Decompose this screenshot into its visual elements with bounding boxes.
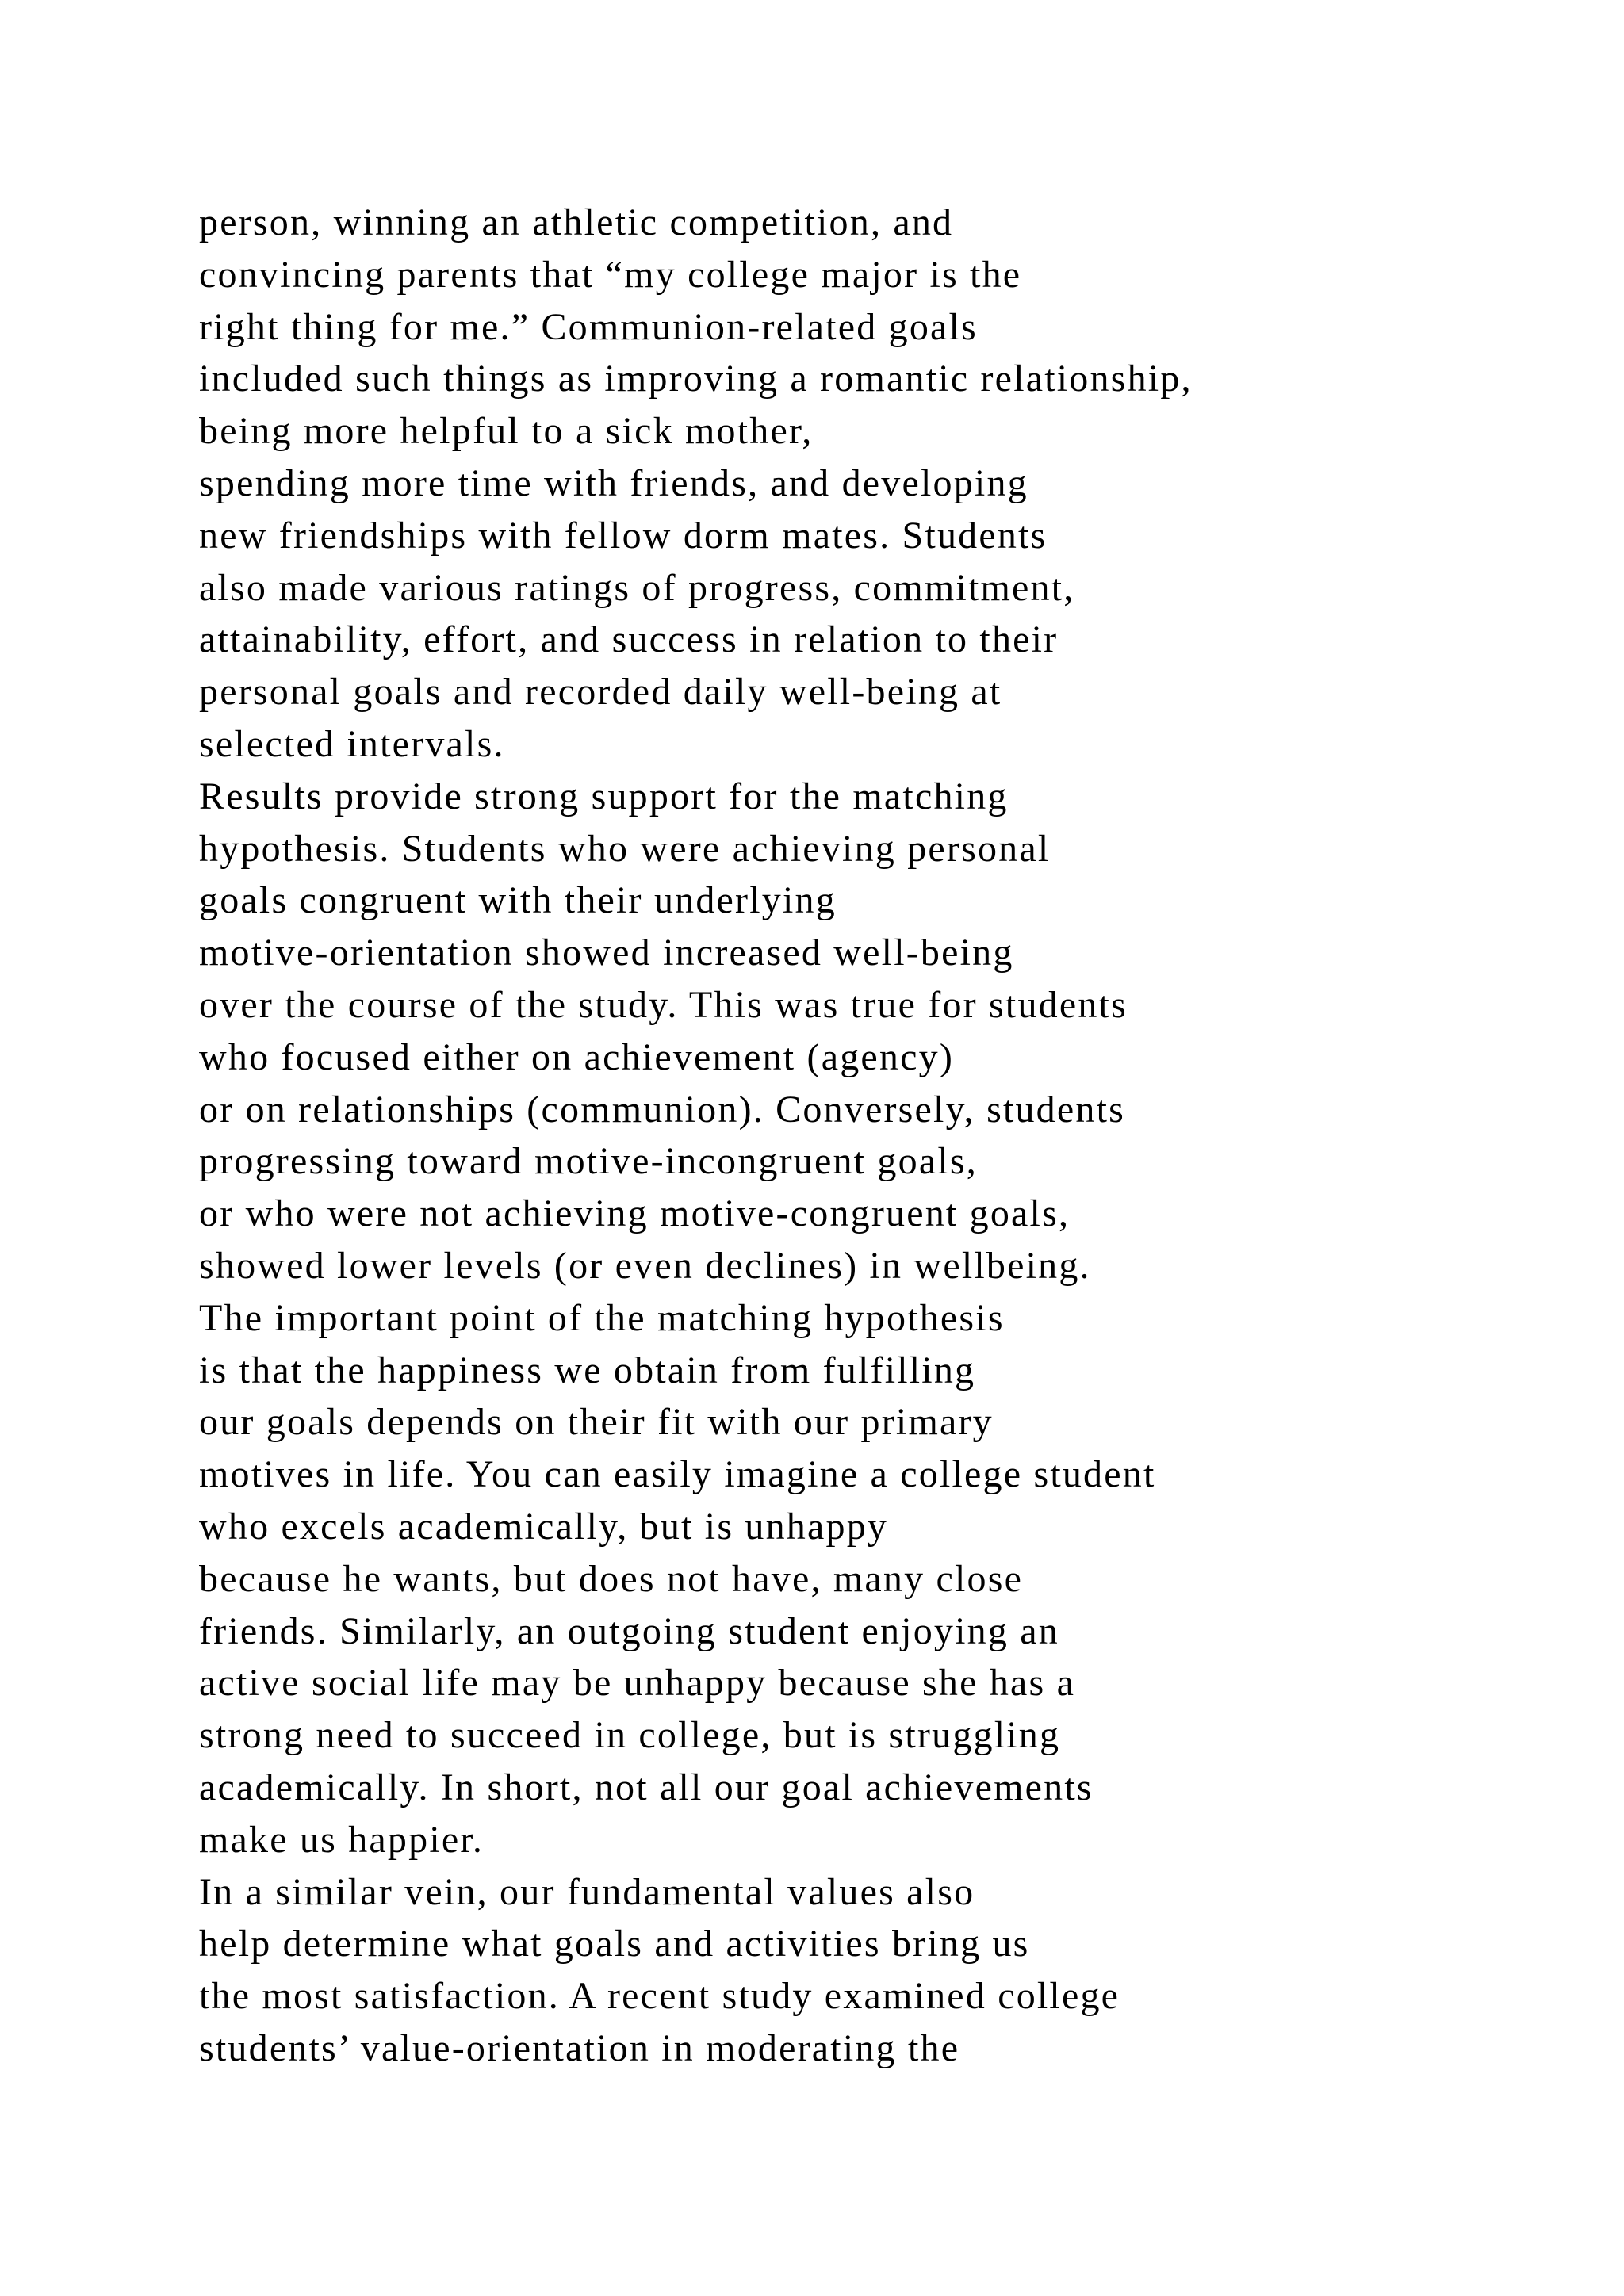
text-line: help determine what goals and activities bring us: [199, 1923, 1030, 1965]
text-line: personal goals and recorded daily well-being at: [199, 671, 1002, 714]
text-line: person, winning an athletic competition, and: [199, 201, 954, 243]
text-line: convincing parents that “my college major is the: [199, 253, 1022, 296]
text-line: academically. In short, not all our goal achievements: [199, 1766, 1094, 1808]
text-line: attainability, effort, and success in relation to their: [199, 618, 1059, 661]
text-line: progressing toward motive-incongruent goals,: [199, 1140, 978, 1183]
text-line: strong need to succeed in college, but is struggling: [199, 1714, 1061, 1757]
text-line: who focused either on achievement (agency): [199, 1035, 955, 1078]
text-line: selected intervals.: [199, 722, 505, 765]
text-line: is that the happiness we obtain from fulfilling: [199, 1349, 976, 1391]
text-line: or on relationships (communion). Conversely, students: [199, 1088, 1126, 1131]
text-line: spending more time with friends, and developing: [199, 461, 1028, 504]
text-line: In a similar vein, our fundamental values also: [199, 1870, 975, 1913]
body-text: [199, 197, 1595, 2075]
text-line: being more helpful to a sick mother,: [199, 410, 814, 453]
text-line: active social life may be unhappy because she has a: [199, 1662, 1076, 1705]
text-line: motive-orientation showed increased well-being: [199, 932, 1014, 974]
text-line: over the course of the study. This was true for students: [199, 983, 1128, 1026]
text-line: right thing for me.” Communion-related goals: [199, 305, 978, 348]
text-line: or who were not achieving motive-congruent goals,: [199, 1192, 1071, 1235]
text-line: the most satisfaction. A recent study examined college: [199, 1975, 1120, 2018]
text-line: included such things as improving a romantic relationship,: [199, 358, 1193, 400]
text-line: motives in life. You can easily imagine a college student: [199, 1453, 1156, 1496]
text-line: The important point of the matching hypothesis: [199, 1296, 1005, 1339]
text-line: goals congruent with their underlying: [199, 879, 837, 922]
text-line: showed lower levels (or even declines) in wellbeing.: [199, 1244, 1091, 1287]
text-line: friends. Similarly, an outgoing student enjoying an: [199, 1609, 1059, 1652]
text-line: our goals depends on their fit with our primary: [199, 1401, 994, 1444]
text-line: students’ value-orientation in moderating the: [199, 2026, 960, 2069]
text-line: Results provide strong support for the matching: [199, 775, 1009, 817]
text-line: new friendships with fellow dorm mates. Students: [199, 514, 1048, 557]
text-line: also made various ratings of progress, commitment,: [199, 566, 1075, 609]
text-line: hypothesis. Students who were achieving personal: [199, 827, 1051, 870]
text-line: because he wants, but does not have, many close: [199, 1557, 1024, 1600]
text-line: who excels academically, but is unhappy: [199, 1505, 889, 1548]
text-line: make us happier.: [199, 1818, 485, 1861]
